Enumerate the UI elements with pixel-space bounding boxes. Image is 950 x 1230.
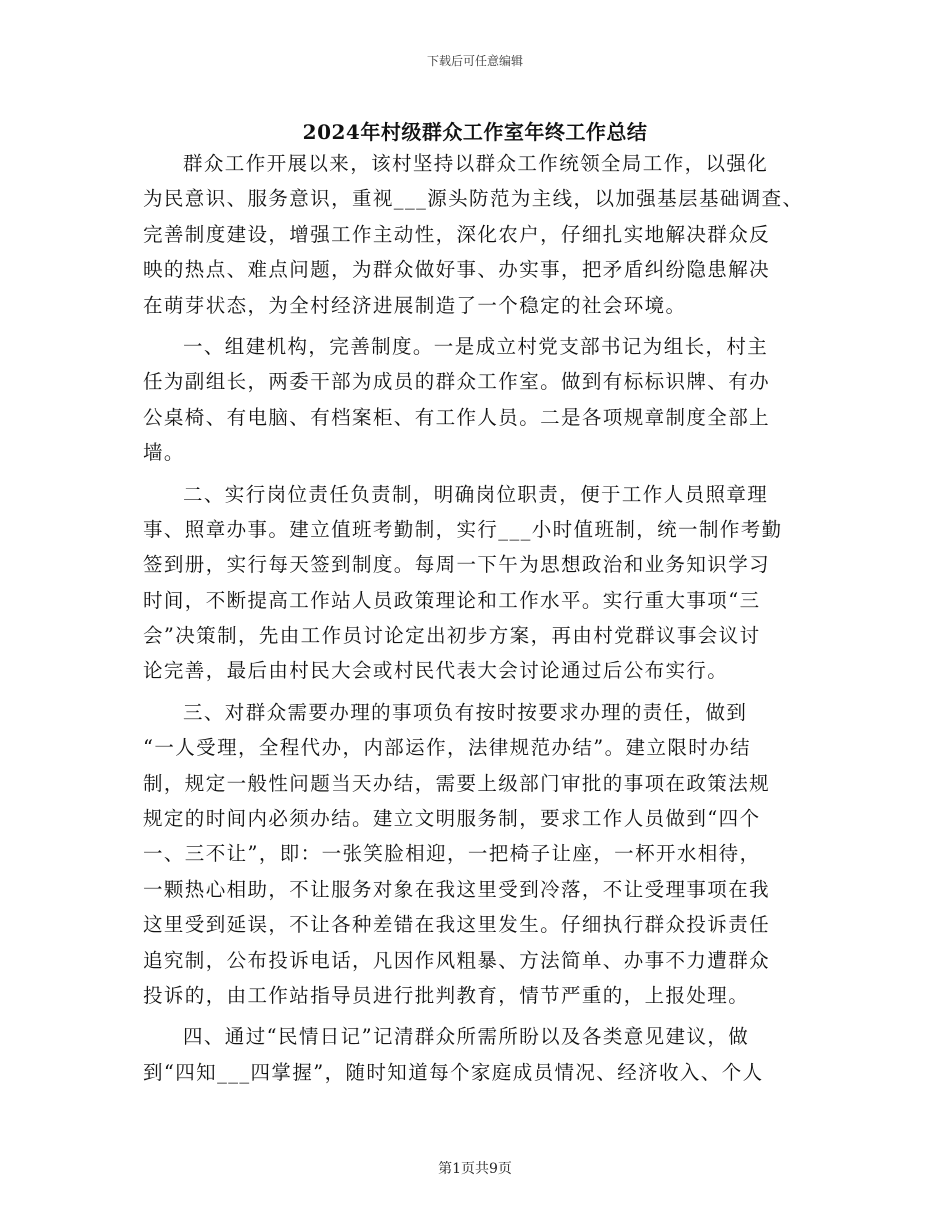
paragraph-line: 群众工作开展以来，该村坚持以群众工作统领全局工作，以强化 <box>183 152 769 175</box>
paragraph-line: 四、通过“民情日记”记清群众所需所盼以及各类意见建议，做 <box>183 1025 750 1049</box>
paragraph-line: 到“四知___四掌握”，随时知道每个家庭成员情况、经济收入、个人 <box>143 1060 764 1084</box>
paragraph-line: 一、三不让”，即：一张笑脸相迎，一把椅子让座，一杯开水相待， <box>143 842 761 866</box>
paragraph-1 <box>143 146 823 323</box>
document-title: 2024年村级群众工作室年终工作总结 <box>302 120 648 144</box>
paragraph-line: 三、对群众需要办理的事项负有按时按要求办理的责任，做到 <box>183 700 748 724</box>
paragraph-5 <box>143 1019 823 1090</box>
paragraph-line: 签到册，实行每天签到制度。每周一下午为思想政治和业务知识学习 <box>143 553 771 577</box>
paragraph-line: 时间，不断提高工作站人员政策理论和工作水平。实行重大事项“三 <box>143 588 761 612</box>
document-body <box>143 146 823 1090</box>
paragraph-line: 论完善，最后由村民大会或村民代表大会讨论通过后公布实行。 <box>143 659 729 683</box>
paragraph-line: 追究制，公布投诉电话，凡因作风粗暴、方法简单、办事不力遭群众 <box>143 948 771 972</box>
paragraph-line: 事、照章办事。建立值班考勤制，实行___小时值班制，统一制作考勤 <box>143 517 783 541</box>
paragraph-4 <box>143 695 823 1014</box>
paragraph-line: 为民意识、服务意识，重视___源头防范为主线，以加强基层基础调查、 <box>143 187 804 211</box>
paragraph-line: 规定的时间内必须办结。建立文明服务制，要求工作人员做到“四个 <box>143 807 761 831</box>
paragraph-3 <box>143 477 823 689</box>
paragraph-line: 投诉的，由工作站指导员进行批判教育，情节严重的，上报处理。 <box>143 983 750 1007</box>
paragraph-line: 在萌芽状态，为全村经济进展制造了一个稳定的社会环境。 <box>143 293 687 317</box>
paragraph-line: 一、组建机构，完善制度。一是成立村党支部书记为组长，村主 <box>183 334 769 358</box>
header-note: 下载后可任意编辑 <box>426 54 523 68</box>
paragraph-line: 映的热点、难点问题，为群众做好事、办实事，把矛盾纠纷隐患解决 <box>143 258 771 282</box>
paragraph-line: 制，规定一般性问题当天办结，需要上级部门审批的事项在政策法规 <box>143 771 771 795</box>
paragraph-line: 公桌椅、有电脑、有档案柜、有工作人员。二是各项规章制度全部上 <box>143 405 771 429</box>
page-footer: 第1页共9页 <box>438 1161 512 1177</box>
paragraph-line: 墙。 <box>143 441 185 465</box>
paragraph-line: 二、实行岗位责任负责制，明确岗位职责，便于工作人员照章理 <box>183 482 769 506</box>
paragraph-line: 完善制度建设，增强工作主动性，深化农户，仔细扎实地解决群众反 <box>143 222 771 246</box>
paragraph-2 <box>143 329 823 471</box>
paragraph-line: 这里受到延误，不让各种差错在我这里发生。仔细执行群众投诉责任 <box>143 913 771 937</box>
paragraph-line: “一人受理，全程代办，内部运作，法律规范办结”。建立限时办结 <box>143 736 751 760</box>
paragraph-line: 任为副组长，两委干部为成员的群众工作室。做到有标标识牌、有办 <box>143 370 771 394</box>
paragraph-line: 会”决策制，先由工作员讨论定出初步方案，再由村党群议事会议讨 <box>143 624 761 648</box>
paragraph-line: 一颗热心相助，不让服务对象在我这里受到冷落，不让受理事项在我 <box>143 877 771 901</box>
